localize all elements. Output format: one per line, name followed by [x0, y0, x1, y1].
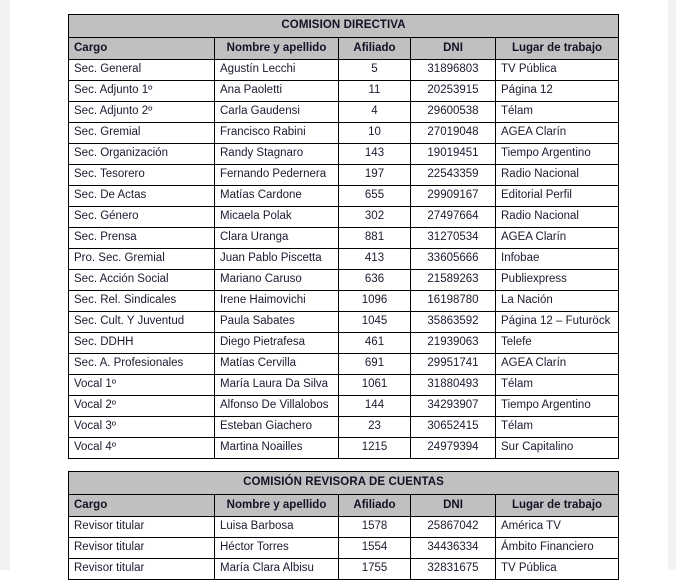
- cell-nombre: Francisco Rabini: [215, 123, 339, 144]
- table-row: [69, 165, 619, 186]
- cell-dni: 21589263: [411, 270, 496, 291]
- column-header-dni: DNI: [411, 495, 496, 517]
- table-row: [69, 417, 619, 438]
- cell-afiliado: 10: [339, 123, 411, 144]
- cell-cargo: Sec. Tesorero: [69, 165, 215, 186]
- cell-cargo: Revisor titular: [69, 517, 215, 538]
- cell-afiliado: 881: [339, 228, 411, 249]
- cell-nombre: Clara Uranga: [215, 228, 339, 249]
- cell-cargo: Sec. De Actas: [69, 186, 215, 207]
- table-row: [69, 354, 619, 375]
- cell-lugar: Télam: [496, 417, 619, 438]
- cell-nombre: Mariano Caruso: [215, 270, 339, 291]
- cell-cargo: Sec. Rel. Sindicales: [69, 291, 215, 312]
- cell-afiliado: 636: [339, 270, 411, 291]
- cell-lugar: AGEA Clarín: [496, 123, 619, 144]
- cell-lugar: Editorial Perfil: [496, 186, 619, 207]
- cell-cargo: Sec. A. Profesionales: [69, 354, 215, 375]
- cell-lugar: Télam: [496, 102, 619, 123]
- cell-cargo: Sec. Adjunto 1º: [69, 81, 215, 102]
- table-title-row: [69, 15, 619, 38]
- table-title: COMISIÓN REVISORA DE CUENTAS: [69, 472, 619, 495]
- table-header-row: [69, 495, 619, 517]
- cell-dni: 31270534: [411, 228, 496, 249]
- cell-afiliado: 5: [339, 60, 411, 81]
- cell-nombre: Matías Cardone: [215, 186, 339, 207]
- cell-afiliado: 1061: [339, 375, 411, 396]
- cell-dni: 22543359: [411, 165, 496, 186]
- cell-afiliado: 143: [339, 144, 411, 165]
- cell-afiliado: 413: [339, 249, 411, 270]
- table-row: [69, 228, 619, 249]
- viewer-gutter-left: [0, 0, 10, 570]
- cell-afiliado: 655: [339, 186, 411, 207]
- cell-nombre: Fernando Pedernera: [215, 165, 339, 186]
- cell-afiliado: 1215: [339, 438, 411, 459]
- cell-cargo: Sec. General: [69, 60, 215, 81]
- table-row: [69, 312, 619, 333]
- table-comision-revisora-de-cuentas: [68, 471, 619, 580]
- cell-afiliado: 1554: [339, 538, 411, 559]
- cell-lugar: Tiempo Argentino: [496, 144, 619, 165]
- cell-cargo: Sec. Género: [69, 207, 215, 228]
- cell-afiliado: 11: [339, 81, 411, 102]
- column-header-lugar: Lugar de trabajo: [496, 495, 619, 517]
- column-header-cargo: Cargo: [69, 38, 215, 60]
- cell-lugar: AGEA Clarín: [496, 228, 619, 249]
- cell-dni: 20253915: [411, 81, 496, 102]
- cell-afiliado: 1045: [339, 312, 411, 333]
- cell-dni: 31896803: [411, 60, 496, 81]
- cell-lugar: Telefe: [496, 333, 619, 354]
- cell-cargo: Vocal 4º: [69, 438, 215, 459]
- cell-lugar: Radio Nacional: [496, 165, 619, 186]
- table-row: [69, 396, 619, 417]
- cell-dni: 25867042: [411, 517, 496, 538]
- table-row: [69, 249, 619, 270]
- cell-lugar: Página 12 – Futuröck: [496, 312, 619, 333]
- cell-cargo: Sec. Prensa: [69, 228, 215, 249]
- cell-nombre: Micaela Polak: [215, 207, 339, 228]
- cell-lugar: Radio Nacional: [496, 207, 619, 228]
- cell-dni: 29909167: [411, 186, 496, 207]
- table-row: [69, 517, 619, 538]
- table-row: [69, 102, 619, 123]
- cell-dni: 16198780: [411, 291, 496, 312]
- column-header-afiliado: Afiliado: [339, 38, 411, 60]
- table-comision-directiva: [68, 14, 619, 459]
- cell-afiliado: 461: [339, 333, 411, 354]
- table-row: [69, 144, 619, 165]
- cell-lugar: Publiexpress: [496, 270, 619, 291]
- cell-afiliado: 1755: [339, 559, 411, 580]
- cell-lugar: Tiempo Argentino: [496, 396, 619, 417]
- cell-cargo: Sec. Gremial: [69, 123, 215, 144]
- cell-nombre: Paula Sabates: [215, 312, 339, 333]
- table-row: [69, 438, 619, 459]
- cell-afiliado: 144: [339, 396, 411, 417]
- column-header-nombre: Nombre y apellido: [215, 38, 339, 60]
- cell-nombre: Juan Pablo Piscetta: [215, 249, 339, 270]
- cell-dni: 34293907: [411, 396, 496, 417]
- cell-cargo: Sec. Adjunto 2º: [69, 102, 215, 123]
- cell-lugar: Ámbito Financiero: [496, 538, 619, 559]
- cell-nombre: Matías Cervilla: [215, 354, 339, 375]
- table-row: [69, 207, 619, 228]
- cell-afiliado: 691: [339, 354, 411, 375]
- cell-cargo: Revisor titular: [69, 538, 215, 559]
- table-row: [69, 123, 619, 144]
- table-row: [69, 81, 619, 102]
- cell-lugar: La Nación: [496, 291, 619, 312]
- cell-afiliado: 4: [339, 102, 411, 123]
- table-row: [69, 538, 619, 559]
- column-header-afiliado: Afiliado: [339, 495, 411, 517]
- cell-dni: 21939063: [411, 333, 496, 354]
- cell-nombre: Luisa Barbosa: [215, 517, 339, 538]
- cell-dni: 27019048: [411, 123, 496, 144]
- cell-nombre: Irene Haimovichi: [215, 291, 339, 312]
- cell-cargo: Sec. Acción Social: [69, 270, 215, 291]
- column-header-cargo: Cargo: [69, 495, 215, 517]
- cell-lugar: Télam: [496, 375, 619, 396]
- table-header-row: [69, 38, 619, 60]
- column-header-lugar: Lugar de trabajo: [496, 38, 619, 60]
- table-title: COMISION DIRECTIVA: [69, 15, 619, 38]
- cell-nombre: Randy Stagnaro: [215, 144, 339, 165]
- cell-nombre: Diego Pietrafesa: [215, 333, 339, 354]
- cell-dni: 31880493: [411, 375, 496, 396]
- table-row: [69, 60, 619, 81]
- cell-dni: 33605666: [411, 249, 496, 270]
- cell-nombre: María Clara Albisu: [215, 559, 339, 580]
- cell-nombre: Carla Gaudensi: [215, 102, 339, 123]
- cell-cargo: Vocal 3º: [69, 417, 215, 438]
- table-row: [69, 291, 619, 312]
- cell-nombre: Héctor Torres: [215, 538, 339, 559]
- table-row: [69, 186, 619, 207]
- cell-dni: 29951741: [411, 354, 496, 375]
- cell-lugar: TV Pública: [496, 559, 619, 580]
- table-row: [69, 333, 619, 354]
- cell-dni: 30652415: [411, 417, 496, 438]
- cell-afiliado: 302: [339, 207, 411, 228]
- cell-cargo: Sec. DDHH: [69, 333, 215, 354]
- cell-nombre: Martina Noailles: [215, 438, 339, 459]
- cell-lugar: Infobae: [496, 249, 619, 270]
- cell-cargo: Vocal 1º: [69, 375, 215, 396]
- cell-afiliado: 1096: [339, 291, 411, 312]
- cell-dni: 29600538: [411, 102, 496, 123]
- cell-nombre: Esteban Giachero: [215, 417, 339, 438]
- cell-nombre: Alfonso De Villalobos: [215, 396, 339, 417]
- cell-dni: 34436334: [411, 538, 496, 559]
- cell-lugar: Sur Capitalino: [496, 438, 619, 459]
- cell-nombre: María Laura Da Silva: [215, 375, 339, 396]
- cell-dni: 24979394: [411, 438, 496, 459]
- cell-lugar: América TV: [496, 517, 619, 538]
- table-row: [69, 375, 619, 396]
- cell-lugar: TV Pública: [496, 60, 619, 81]
- cell-cargo: Sec. Cult. Y Juventud: [69, 312, 215, 333]
- cell-lugar: AGEA Clarín: [496, 354, 619, 375]
- cell-dni: 35863592: [411, 312, 496, 333]
- viewer-gutter-right: [668, 0, 676, 570]
- table-body: [69, 517, 619, 580]
- cell-nombre: Agustín Lecchi: [215, 60, 339, 81]
- column-header-nombre: Nombre y apellido: [215, 495, 339, 517]
- cell-afiliado: 197: [339, 165, 411, 186]
- cell-dni: 32831675: [411, 559, 496, 580]
- cell-cargo: Revisor titular: [69, 559, 215, 580]
- cell-nombre: Ana Paoletti: [215, 81, 339, 102]
- table-body: [69, 60, 619, 459]
- cell-afiliado: 1578: [339, 517, 411, 538]
- table-title-row: [69, 472, 619, 495]
- cell-cargo: Vocal 2º: [69, 396, 215, 417]
- cell-lugar: Página 12: [496, 81, 619, 102]
- table-row: [69, 270, 619, 291]
- column-header-dni: DNI: [411, 38, 496, 60]
- table-row: [69, 559, 619, 580]
- cell-cargo: Sec. Organización: [69, 144, 215, 165]
- cell-afiliado: 23: [339, 417, 411, 438]
- cell-dni: 19019451: [411, 144, 496, 165]
- cell-cargo: Pro. Sec. Gremial: [69, 249, 215, 270]
- cell-dni: 27497664: [411, 207, 496, 228]
